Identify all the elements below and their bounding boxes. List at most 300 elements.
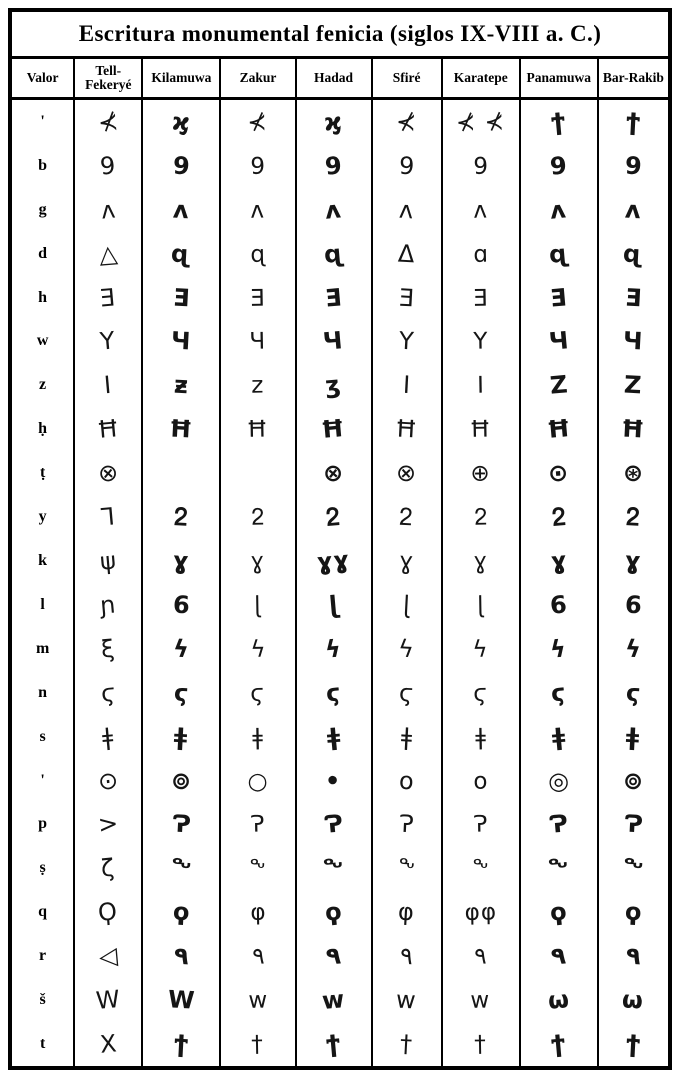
letterform-glyph: ⊀ bbox=[395, 107, 418, 137]
glyph-cell bbox=[297, 320, 373, 364]
letterform-glyph: Ч bbox=[249, 327, 267, 356]
letterform-glyph: 9 bbox=[623, 151, 643, 181]
glyph-cell bbox=[75, 627, 143, 671]
glyph-cell bbox=[599, 846, 668, 890]
glyph-cell bbox=[143, 978, 221, 1022]
letterform-glyph: ⊀ ⊀ bbox=[456, 108, 506, 136]
glyph-cell bbox=[221, 890, 296, 934]
glyph-cell bbox=[443, 978, 521, 1022]
letterform-glyph: ⊗ bbox=[395, 458, 418, 488]
letterform-glyph: 9 bbox=[323, 151, 344, 181]
phoenician-script-table bbox=[8, 8, 672, 1070]
letterform-glyph: ᖕ bbox=[170, 853, 193, 883]
glyph-cell bbox=[297, 363, 373, 407]
glyph-cell bbox=[599, 890, 668, 934]
letterform-glyph: ⊀ bbox=[247, 108, 269, 136]
glyph-cell bbox=[599, 539, 668, 583]
glyph-cell bbox=[373, 583, 443, 627]
letterform-glyph: ⊚ bbox=[170, 766, 193, 796]
letterform-glyph: I bbox=[401, 371, 412, 400]
letterform-glyph: ʌ bbox=[473, 196, 489, 224]
letterform-glyph: ϟ bbox=[249, 635, 267, 663]
glyph-cell bbox=[521, 846, 599, 890]
column-header-0: Valor bbox=[12, 59, 75, 100]
glyph-cell bbox=[221, 407, 296, 451]
row-label: ' bbox=[12, 100, 75, 144]
glyph-cell bbox=[221, 583, 296, 627]
letterform-glyph: ψ bbox=[98, 546, 118, 576]
glyph-cell bbox=[373, 451, 443, 495]
letterform-glyph: ٩ bbox=[173, 941, 190, 971]
glyph-cell bbox=[75, 100, 143, 144]
letterform-glyph: Ɂ bbox=[622, 809, 645, 839]
row-label: h bbox=[12, 276, 75, 320]
glyph-cell bbox=[443, 100, 521, 144]
letterform-glyph: Ħ bbox=[320, 414, 347, 445]
letterform-glyph: ǂ bbox=[325, 722, 342, 752]
row-label: z bbox=[12, 363, 75, 407]
letterform-glyph: φ bbox=[249, 898, 267, 926]
row-label: y bbox=[12, 495, 75, 539]
letterform-glyph: ǂ bbox=[399, 722, 414, 751]
glyph-cell bbox=[143, 100, 221, 144]
letterform-glyph: † bbox=[399, 1029, 414, 1059]
glyph-cell bbox=[221, 846, 296, 890]
letterform-glyph: Ħ bbox=[620, 414, 647, 444]
glyph-cell bbox=[599, 671, 668, 715]
letterform-glyph: ⊙ bbox=[547, 458, 571, 489]
letterform-glyph: Ǝ bbox=[171, 283, 191, 313]
glyph-cell bbox=[143, 846, 221, 890]
letterform-glyph: X bbox=[98, 1029, 119, 1059]
column-header-8: Bar-Rakib bbox=[599, 59, 668, 100]
letterform-glyph: ɭ bbox=[402, 590, 412, 620]
glyph-cell bbox=[143, 715, 221, 759]
letterform-glyph: Ч bbox=[547, 326, 571, 357]
glyph-cell bbox=[75, 451, 143, 495]
letterform-glyph: ϙ bbox=[623, 897, 643, 927]
letterform-glyph: ɲ bbox=[98, 590, 118, 620]
script-grid bbox=[12, 59, 668, 1066]
glyph-cell bbox=[75, 715, 143, 759]
glyph-cell bbox=[521, 276, 599, 320]
glyph-cell bbox=[221, 320, 296, 364]
letterform-glyph: ƶ bbox=[173, 371, 190, 400]
letterform-glyph: Y bbox=[99, 326, 118, 357]
letterform-glyph: ʌ bbox=[398, 195, 415, 225]
glyph-cell bbox=[443, 188, 521, 232]
row-label: ' bbox=[12, 759, 75, 803]
row-label: q bbox=[12, 890, 75, 934]
letterform-glyph: ʌ bbox=[99, 195, 118, 225]
letterform-glyph: ѡ bbox=[621, 985, 646, 1015]
letterform-glyph: ϟ bbox=[549, 634, 569, 664]
glyph-cell bbox=[75, 890, 143, 934]
letterform-glyph: ⊕ bbox=[470, 459, 492, 487]
letterform-glyph: 9 bbox=[472, 152, 489, 180]
glyph-cell bbox=[373, 978, 443, 1022]
glyph-cell bbox=[521, 978, 599, 1022]
letterform-glyph: w bbox=[395, 985, 418, 1015]
letterform-glyph: ϙ bbox=[171, 897, 191, 927]
glyph-cell bbox=[75, 671, 143, 715]
letterform-glyph: ϟ bbox=[172, 634, 191, 664]
letterform-glyph: 6 bbox=[623, 590, 643, 620]
letterform-glyph: ɋ bbox=[249, 240, 267, 268]
glyph-cell bbox=[143, 407, 221, 451]
glyph-cell bbox=[443, 539, 521, 583]
glyph-cell bbox=[373, 407, 443, 451]
glyph-cell bbox=[443, 407, 521, 451]
glyph-cell bbox=[297, 407, 373, 451]
letterform-glyph: ɋ bbox=[547, 238, 570, 269]
letterform-glyph: ᖕ bbox=[471, 854, 490, 882]
glyph-cell bbox=[297, 934, 373, 978]
glyph-cell bbox=[599, 583, 668, 627]
glyph-cell bbox=[443, 583, 521, 627]
glyph-cell bbox=[599, 451, 668, 495]
glyph-cell bbox=[373, 276, 443, 320]
glyph-cell bbox=[297, 583, 373, 627]
glyph-cell bbox=[443, 759, 521, 803]
letterform-glyph: ᒿ bbox=[625, 502, 642, 532]
glyph-cell bbox=[143, 539, 221, 583]
glyph-cell bbox=[297, 100, 373, 144]
letterform-glyph: ʌ bbox=[549, 195, 569, 225]
glyph-cell bbox=[443, 363, 521, 407]
letterform-glyph: Y bbox=[398, 327, 416, 356]
row-label: w bbox=[12, 320, 75, 364]
glyph-cell bbox=[75, 759, 143, 803]
glyph-cell bbox=[75, 495, 143, 539]
letterform-glyph: ⊀ bbox=[96, 107, 121, 137]
glyph-cell bbox=[75, 407, 143, 451]
glyph-cell bbox=[297, 627, 373, 671]
glyph-cell bbox=[297, 539, 373, 583]
letterform-glyph: ϯ bbox=[173, 1029, 190, 1059]
letterform-glyph: ǂ bbox=[550, 722, 568, 752]
glyph-cell bbox=[221, 276, 296, 320]
letterform-glyph: Ч bbox=[622, 326, 645, 356]
glyph-cell bbox=[521, 451, 599, 495]
letterform-glyph: ϛ bbox=[398, 678, 415, 708]
glyph-cell bbox=[75, 320, 143, 364]
column-header-3: Zakur bbox=[221, 59, 296, 100]
glyph-cell bbox=[599, 320, 668, 364]
glyph-cell bbox=[373, 890, 443, 934]
letterform-glyph: ɣɣ bbox=[315, 545, 352, 577]
letterform-glyph: ʌ bbox=[324, 195, 344, 225]
letterform-glyph: ɭ bbox=[476, 591, 485, 619]
letterform-glyph: ɣ bbox=[549, 546, 569, 576]
glyph-cell bbox=[373, 934, 443, 978]
glyph-cell bbox=[443, 671, 521, 715]
glyph-cell bbox=[143, 803, 221, 847]
letterform-glyph: w bbox=[320, 985, 347, 1016]
glyph-cell bbox=[143, 495, 221, 539]
glyph-cell bbox=[143, 188, 221, 232]
letterform-glyph: ɣ bbox=[624, 546, 643, 576]
glyph-cell bbox=[221, 188, 296, 232]
letterform-glyph: ◎ bbox=[546, 765, 571, 796]
glyph-cell bbox=[373, 671, 443, 715]
glyph-cell bbox=[443, 627, 521, 671]
glyph-cell bbox=[297, 978, 373, 1022]
letterform-glyph: ᖕ bbox=[622, 853, 645, 883]
glyph-cell bbox=[599, 934, 668, 978]
row-label: r bbox=[12, 934, 75, 978]
glyph-cell bbox=[373, 320, 443, 364]
letterform-glyph: ϙ bbox=[323, 897, 344, 928]
glyph-cell bbox=[521, 188, 599, 232]
glyph-cell bbox=[599, 144, 668, 188]
letterform-glyph: W bbox=[94, 985, 122, 1016]
letterform-glyph: 9 bbox=[397, 151, 416, 181]
letterform-glyph: I bbox=[103, 371, 114, 400]
glyph-cell bbox=[443, 232, 521, 276]
glyph-cell bbox=[599, 188, 668, 232]
glyph-cell bbox=[75, 978, 143, 1022]
letterform-glyph: ǂ bbox=[251, 723, 264, 751]
letterform-glyph: ǂ bbox=[101, 722, 116, 752]
letterform-glyph: ʌ bbox=[250, 196, 266, 224]
letterform-glyph: ʌ bbox=[172, 195, 191, 225]
glyph-cell bbox=[143, 451, 221, 495]
glyph-cell bbox=[443, 495, 521, 539]
letterform-glyph: ᒿ bbox=[398, 502, 415, 532]
glyph-cell bbox=[143, 232, 221, 276]
letterform-glyph: I bbox=[476, 371, 485, 399]
letterform-glyph: ϛ bbox=[625, 678, 642, 708]
letterform-glyph: Ɂ bbox=[322, 809, 345, 840]
letterform-glyph: ᒣ bbox=[99, 502, 118, 532]
row-label: ṣ bbox=[12, 846, 75, 890]
letterform-glyph: Ħ bbox=[394, 414, 419, 444]
letterform-glyph: ǂ bbox=[625, 722, 642, 752]
letterform-glyph: Ɂ bbox=[547, 809, 570, 840]
letterform-glyph: ϯ bbox=[625, 107, 642, 137]
letterform-glyph: Ħ bbox=[168, 414, 195, 444]
glyph-cell bbox=[221, 671, 296, 715]
letterform-glyph: w bbox=[470, 986, 491, 1014]
letterform-glyph: ϟ bbox=[397, 634, 416, 664]
letterform-glyph: Ϙ bbox=[97, 897, 120, 928]
glyph-cell bbox=[75, 934, 143, 978]
glyph-cell bbox=[221, 144, 296, 188]
glyph-cell bbox=[297, 495, 373, 539]
letterform-glyph: ᒿ bbox=[550, 502, 568, 532]
glyph-cell bbox=[75, 276, 143, 320]
letterform-glyph: 9 bbox=[548, 151, 569, 181]
glyph-cell bbox=[521, 495, 599, 539]
glyph-cell bbox=[221, 934, 296, 978]
glyph-cell bbox=[521, 320, 599, 364]
letterform-glyph: Ǝ bbox=[99, 282, 118, 313]
letterform-glyph: 6 bbox=[171, 590, 191, 620]
letterform-glyph: Ǝ bbox=[623, 283, 643, 313]
letterform-glyph: † bbox=[474, 1030, 488, 1058]
column-header-2: Kilamuwa bbox=[143, 59, 221, 100]
letterform-glyph: ◁ bbox=[97, 941, 120, 972]
glyph-cell bbox=[221, 803, 296, 847]
letterform-glyph: 6 bbox=[548, 590, 569, 620]
letterform-glyph: ᒿ bbox=[325, 502, 342, 532]
glyph-cell bbox=[443, 934, 521, 978]
glyph-cell bbox=[599, 232, 668, 276]
letterform-glyph: ϛ bbox=[549, 678, 568, 708]
glyph-cell bbox=[221, 100, 296, 144]
glyph-cell bbox=[443, 1022, 521, 1066]
row-label: l bbox=[12, 583, 75, 627]
letterform-glyph: ٩ bbox=[251, 942, 265, 970]
letterform-glyph: ϯ bbox=[625, 1029, 642, 1059]
letterform-glyph: Δ bbox=[397, 239, 417, 269]
column-header-7: Panamuwa bbox=[521, 59, 599, 100]
glyph-cell bbox=[221, 232, 296, 276]
letterform-glyph: w bbox=[247, 986, 269, 1014]
letterform-glyph: o bbox=[472, 767, 489, 795]
glyph-cell bbox=[297, 144, 373, 188]
glyph-cell bbox=[75, 846, 143, 890]
letterform-glyph: † bbox=[251, 1030, 265, 1058]
glyph-cell bbox=[373, 803, 443, 847]
row-label: m bbox=[12, 627, 75, 671]
letterform-glyph: Ǝ bbox=[548, 282, 569, 313]
glyph-cell bbox=[599, 803, 668, 847]
glyph-cell bbox=[297, 188, 373, 232]
glyph-cell bbox=[75, 144, 143, 188]
row-label: ḥ bbox=[12, 407, 75, 451]
letterform-glyph: ѡ bbox=[546, 985, 571, 1016]
letterform-glyph: ϗ bbox=[171, 107, 192, 137]
glyph-cell bbox=[297, 276, 373, 320]
letterform-glyph: ɣ bbox=[172, 546, 191, 576]
glyph-cell bbox=[443, 276, 521, 320]
glyph-cell bbox=[599, 363, 668, 407]
letterform-glyph: ⊗ bbox=[321, 458, 346, 489]
letterform-glyph: ǂ bbox=[474, 723, 487, 751]
glyph-cell bbox=[373, 363, 443, 407]
glyph-cell bbox=[521, 100, 599, 144]
glyph-cell bbox=[599, 100, 668, 144]
letterform-glyph: o bbox=[398, 766, 416, 795]
letterform-glyph: ϯ bbox=[550, 1029, 568, 1059]
glyph-cell bbox=[599, 495, 668, 539]
letterform-glyph: φφ bbox=[464, 898, 498, 927]
row-label: š bbox=[12, 978, 75, 1022]
column-header-4: Hadad bbox=[297, 59, 373, 100]
glyph-cell bbox=[521, 715, 599, 759]
letterform-glyph: ɋ bbox=[170, 239, 193, 269]
letterform-glyph: Ǝ bbox=[323, 282, 344, 313]
letterform-glyph: ᒿ bbox=[473, 503, 488, 531]
glyph-cell bbox=[521, 803, 599, 847]
letterform-glyph: ϙ bbox=[548, 897, 569, 928]
glyph-cell bbox=[221, 495, 296, 539]
letterform-glyph: ɣ bbox=[473, 547, 489, 575]
glyph-cell bbox=[143, 320, 221, 364]
letterform-glyph: ٩ bbox=[399, 941, 414, 971]
glyph-cell bbox=[221, 978, 296, 1022]
row-label: n bbox=[12, 671, 75, 715]
glyph-cell bbox=[599, 407, 668, 451]
column-header-5: Sfiré bbox=[373, 59, 443, 100]
letterform-glyph: ϛ bbox=[250, 679, 266, 707]
letterform-glyph: ϛ bbox=[173, 678, 190, 708]
table-title: Escritura monumental fenicia (siglos IX-VIII a. C.) bbox=[12, 12, 668, 59]
letterform-glyph: Ɂ bbox=[473, 810, 489, 839]
letterform-glyph: ɋ bbox=[322, 238, 345, 269]
glyph-cell bbox=[521, 627, 599, 671]
glyph-cell bbox=[373, 539, 443, 583]
column-header-1: Tell-Fekeryé bbox=[75, 59, 143, 100]
glyph-cell bbox=[521, 232, 599, 276]
glyph-cell bbox=[521, 539, 599, 583]
letterform-glyph: ⊙ bbox=[96, 765, 121, 796]
glyph-cell bbox=[143, 276, 221, 320]
letterform-glyph: ϯ bbox=[550, 107, 568, 137]
letterform-glyph: ϟ bbox=[323, 634, 344, 664]
letterform-glyph: Z bbox=[548, 370, 570, 401]
glyph-cell bbox=[521, 890, 599, 934]
letterform-glyph: • bbox=[324, 765, 343, 796]
row-label: d bbox=[12, 232, 75, 276]
letterform-glyph: ٩ bbox=[474, 942, 488, 970]
letterform-glyph: 9 bbox=[171, 151, 191, 181]
letterform-glyph: ᖕ bbox=[397, 853, 417, 883]
letterform-glyph: ⊛ bbox=[622, 458, 645, 488]
glyph-cell bbox=[443, 715, 521, 759]
letterform-glyph: Y bbox=[473, 327, 489, 356]
letterform-glyph: Ħ bbox=[246, 415, 270, 443]
glyph-cell bbox=[599, 715, 668, 759]
letterform-glyph: ٩ bbox=[550, 941, 568, 971]
letterform-glyph: ϟ bbox=[624, 634, 643, 664]
glyph-cell bbox=[297, 1022, 373, 1066]
letterform-glyph: ᖕ bbox=[546, 853, 571, 884]
glyph-cell bbox=[143, 671, 221, 715]
letterform-glyph: ٩ bbox=[325, 941, 343, 971]
letterform-glyph: ϯ bbox=[324, 1029, 343, 1059]
letterform-glyph: Ǝ bbox=[397, 283, 416, 312]
letterform-glyph: Ɂ bbox=[170, 809, 193, 839]
letterform-glyph: Ч bbox=[170, 326, 193, 356]
letterform-glyph: ᒿ bbox=[250, 503, 266, 531]
glyph-cell bbox=[373, 627, 443, 671]
glyph-cell bbox=[297, 890, 373, 934]
letterform-glyph: 9 bbox=[98, 151, 118, 181]
glyph-cell bbox=[297, 671, 373, 715]
letterform-glyph: ɣ bbox=[250, 547, 266, 575]
glyph-cell bbox=[599, 978, 668, 1022]
glyph-cell bbox=[373, 495, 443, 539]
glyph-cell bbox=[75, 539, 143, 583]
letterform-glyph: ʌ bbox=[624, 195, 643, 225]
glyph-cell bbox=[143, 363, 221, 407]
glyph-cell bbox=[443, 144, 521, 188]
glyph-cell bbox=[373, 715, 443, 759]
row-label: k bbox=[12, 539, 75, 583]
glyph-cell bbox=[599, 759, 668, 803]
letterform-glyph: △ bbox=[97, 238, 120, 269]
glyph-cell bbox=[221, 1022, 296, 1066]
row-label: s bbox=[12, 715, 75, 759]
glyph-cell bbox=[521, 583, 599, 627]
glyph-cell bbox=[521, 759, 599, 803]
glyph-cell bbox=[75, 363, 143, 407]
glyph-cell bbox=[599, 627, 668, 671]
letterform-glyph: ʒ bbox=[324, 370, 343, 401]
